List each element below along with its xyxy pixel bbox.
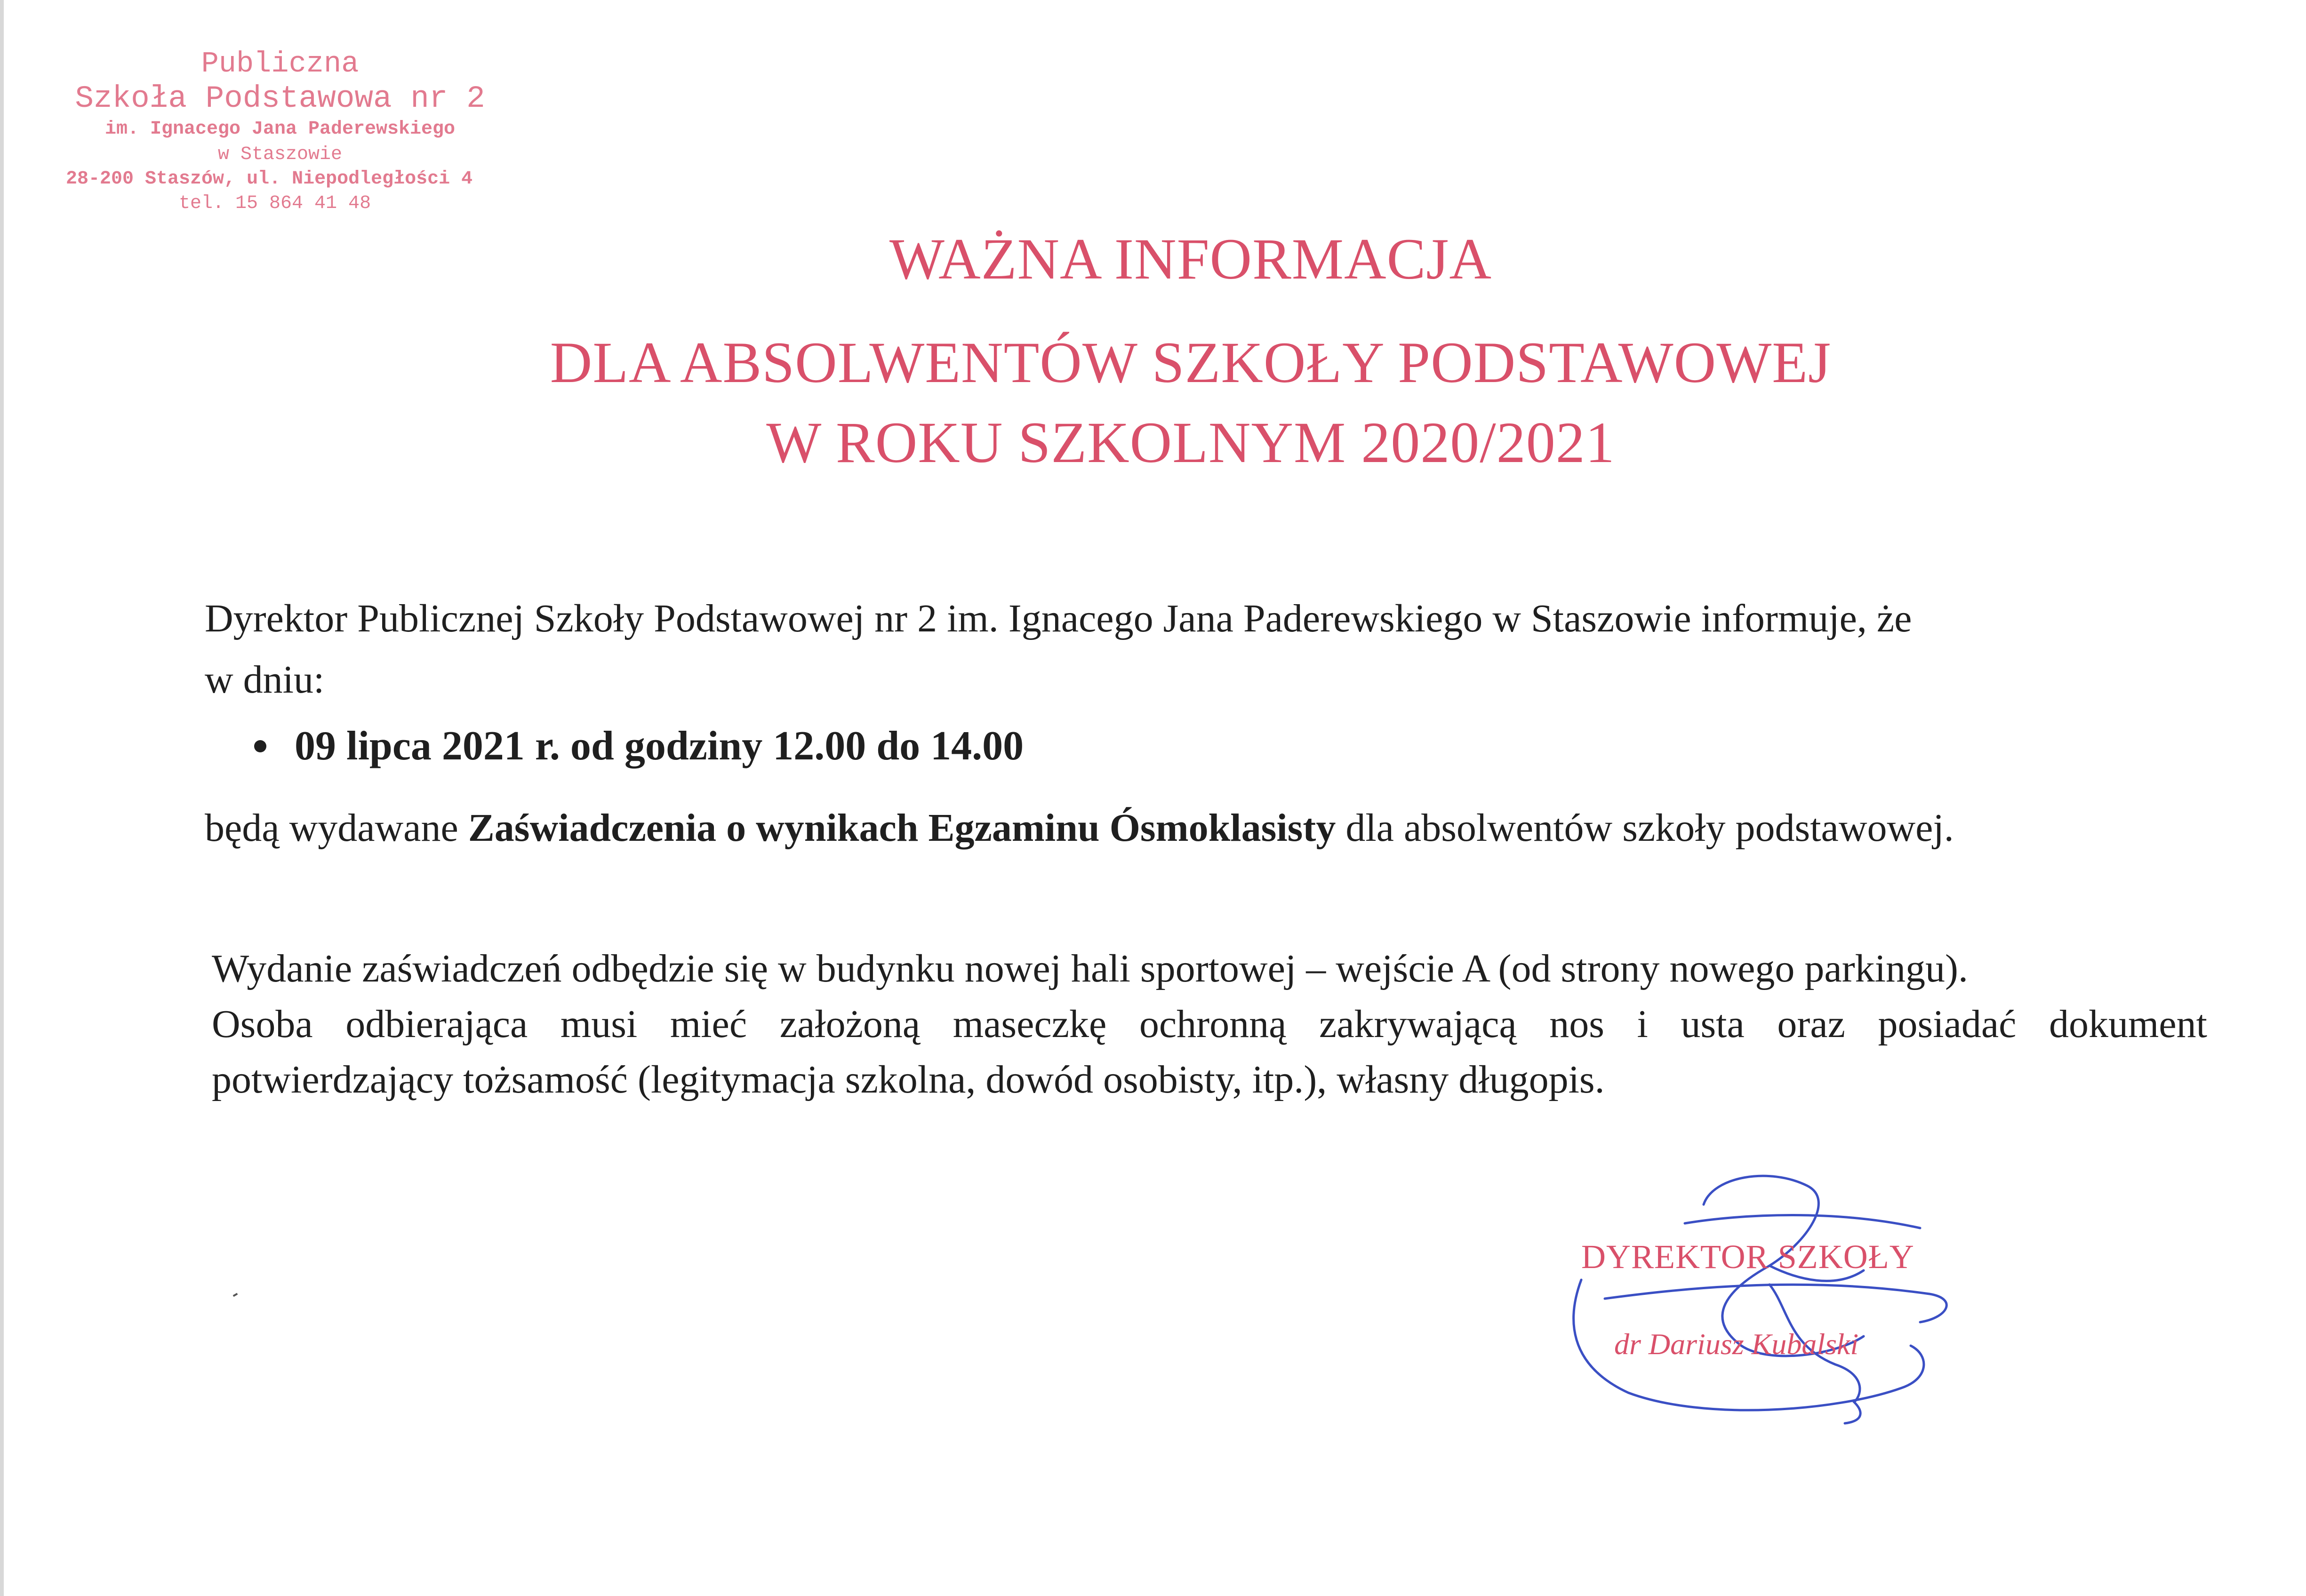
certificates-bold: Zaświadczenia o wynikach Egzaminu Ósmoklasisty: [468, 806, 1336, 850]
signature-block: [1506, 1167, 1977, 1430]
heading-line-1: WAŻNA INFORMACJA: [889, 227, 1492, 291]
details-line-3: potwierdzający tożsamość (legitymacja szkolna, dowód osobisty, itp.), własny długopis.: [212, 1058, 1605, 1101]
details-line-1: Wydanie zaświadczeń odbędzie się w budynku nowej hali sportowej – wejście A (od strony nowego parkingu).: [212, 947, 1968, 990]
certificates-prefix: będą wydawane: [205, 806, 468, 850]
signature-title: DYREKTOR SZKOŁY: [1581, 1238, 1914, 1276]
scan-speck: [233, 1293, 238, 1297]
date-text: 09 lipca 2021 r. od godziny 12.00 do 14.00: [295, 723, 1024, 769]
intro-line-2: w dniu:: [205, 658, 325, 702]
stamp-line-2: Szkoła Podstawowa nr 2: [75, 81, 485, 116]
details-paragraph: [212, 941, 2207, 1108]
stamp-line-4: w Staszowie: [217, 144, 343, 165]
heading-line-2: DLA ABSOLWENTÓW SZKOŁY PODSTAWOWEJ: [550, 330, 1832, 395]
school-stamp: [61, 47, 499, 216]
stamp-line-3: im. Ignacego Jana Paderewskiego: [104, 119, 456, 140]
details-line-2: Osoba odbierająca musi mieć założoną maseczkę ochronną zakrywającą nos i usta oraz posiadać dokument: [212, 1002, 2207, 1046]
stamp-line-5: 28-200 Staszów, ul. Niepodległości 4: [66, 168, 473, 190]
stamp-line-1: Publiczna: [201, 47, 359, 80]
signature-name: dr Dariusz Kubalski: [1614, 1327, 1859, 1361]
certificates-paragraph: [205, 800, 1954, 856]
bullet-dot-icon: [254, 740, 266, 752]
handwritten-signature-icon: [1506, 1167, 1977, 1430]
date-bullet-item: [254, 722, 1024, 770]
intro-line-1: Dyrektor Publicznej Szkoły Podstawowej nr 2 im. Ignacego Jana Paderewskiego w Staszowie informuje, że: [205, 597, 1912, 640]
stamp-line-6: tel. 15 864 41 48: [179, 193, 371, 214]
certificates-suffix: dla absolwentów szkoły podstawowej.: [1336, 806, 1954, 850]
heading-line-3: W ROKU SZKOLNYM 2020/2021: [766, 410, 1615, 475]
